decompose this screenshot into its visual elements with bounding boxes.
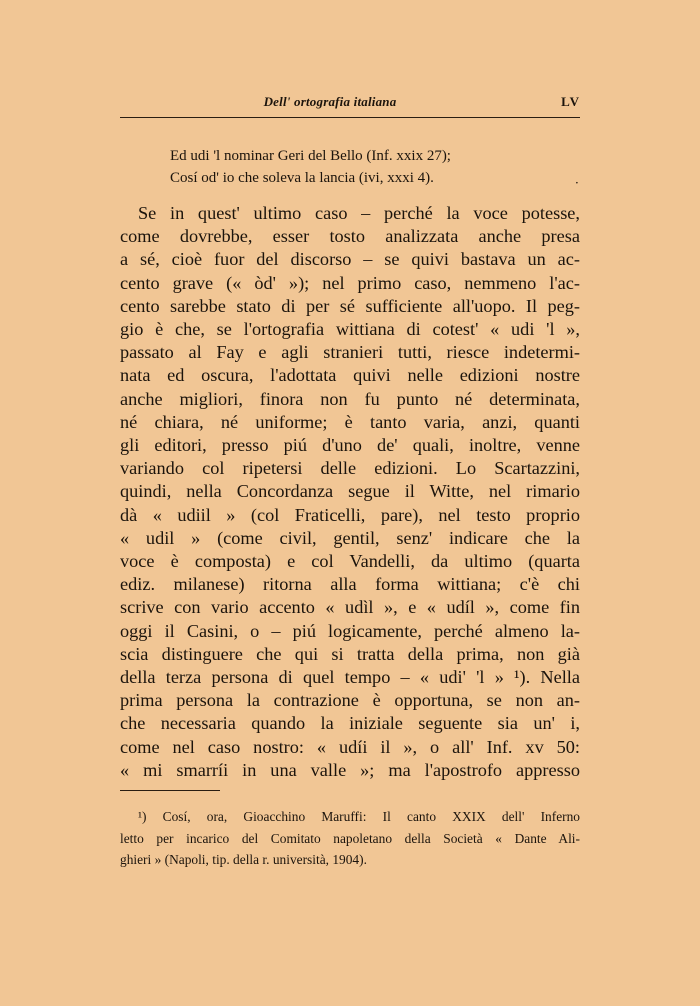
footnote-line: ghieri » (Napoli, tip. della r. università, 1904).: [120, 852, 367, 867]
running-header: [120, 94, 580, 114]
text-line: « udil » (come civil, gentil, senz' indicare che la: [120, 527, 580, 548]
text-line: voce è composta) e col Vandelli, da ultimo (quarta: [120, 551, 580, 572]
text-line: dà « udiil » (col Fraticelli, pare), nel testo proprio: [120, 504, 580, 525]
text-line: scrive con vario accento « udìl », e « udíl », come fin: [120, 597, 580, 618]
text-line: passato al Fay e agli stranieri tutti, riesce indetermi-: [120, 342, 580, 363]
text-line: ediz. milanese) ritorna alla forma wittiana; c'è chi: [120, 574, 580, 595]
text-line: che necessaria quando la iniziale seguente sia un' i,: [120, 713, 580, 734]
text-line: oggi il Casini, o – piú logicamente, perché almeno la-: [120, 620, 580, 641]
footnote-line: letto per incarico del Comitato napoletano della Società « Dante Ali-: [120, 830, 580, 846]
text-line: nata ed oscura, l'adottata quivi nelle edizioni nostre: [120, 365, 580, 386]
text-line: quindi, nella Concordanza segue il Witte, nel rimario: [120, 481, 580, 502]
verse-line: Cosí od' io che soleva la lancia (ivi, xxxi 4).: [170, 170, 434, 186]
text-line: variando col ripetersi delle edizioni. Lo Scartazzini,: [120, 458, 580, 479]
main-paragraph: [120, 202, 580, 782]
text-line: come nel caso nostro: « udíi il », o all' Inf. xv 50:: [120, 736, 580, 757]
header-rule: [120, 117, 580, 118]
text-line: della terza persona di quel tempo – « udi' 'l » ¹). Nella: [120, 667, 580, 688]
text-line: cento grave (« òd' »); nel primo caso, nemmeno l'ac-: [120, 272, 580, 293]
footnote: [120, 806, 580, 871]
text-line: a sé, cioè fuor del discorso – se quivi bastava un ac-: [120, 249, 580, 270]
text-line: come dovrebbe, esser tosto analizzata anche presa: [120, 226, 580, 247]
verse-line: Ed udi 'l nominar Geri del Bello (Inf. xxix 27);: [170, 148, 451, 164]
text-line: scia distinguere che qui si tratta della prima, non già: [120, 643, 580, 664]
text-line: Se in quest' ultimo caso – perché la voce potesse,: [138, 203, 580, 223]
text-line: cento sarebbe stato di per sé sufficiente all'uopo. Il peg-: [120, 295, 580, 316]
footnote-rule: [120, 790, 220, 791]
running-title: Dell' ortografia italiana: [263, 94, 397, 109]
verse-quotation: [170, 145, 590, 189]
stray-mark: ·: [575, 176, 579, 190]
text-line: anche migliori, finora non fu punto né determinata,: [120, 388, 580, 409]
text-line: gio è che, se l'ortografia wittiana di cotest' « udi 'l »,: [120, 319, 580, 340]
text-line: prima persona la contrazione è opportuna, se non an-: [120, 690, 580, 711]
text-line: « mi smarríi in una valle »; ma l'apostrofo appresso: [120, 759, 580, 780]
text-line: gli editori, presso piú d'uno de' quali, inoltre, venne: [120, 435, 580, 456]
page-number: LV: [561, 94, 580, 109]
text-line: né chiara, né uniforme; è tanto varia, anzi, quanti: [120, 411, 580, 432]
footnote-line: ¹) Cosí, ora, Gioacchino Maruffi: Il canto XXIX dell' Inferno: [138, 809, 580, 824]
